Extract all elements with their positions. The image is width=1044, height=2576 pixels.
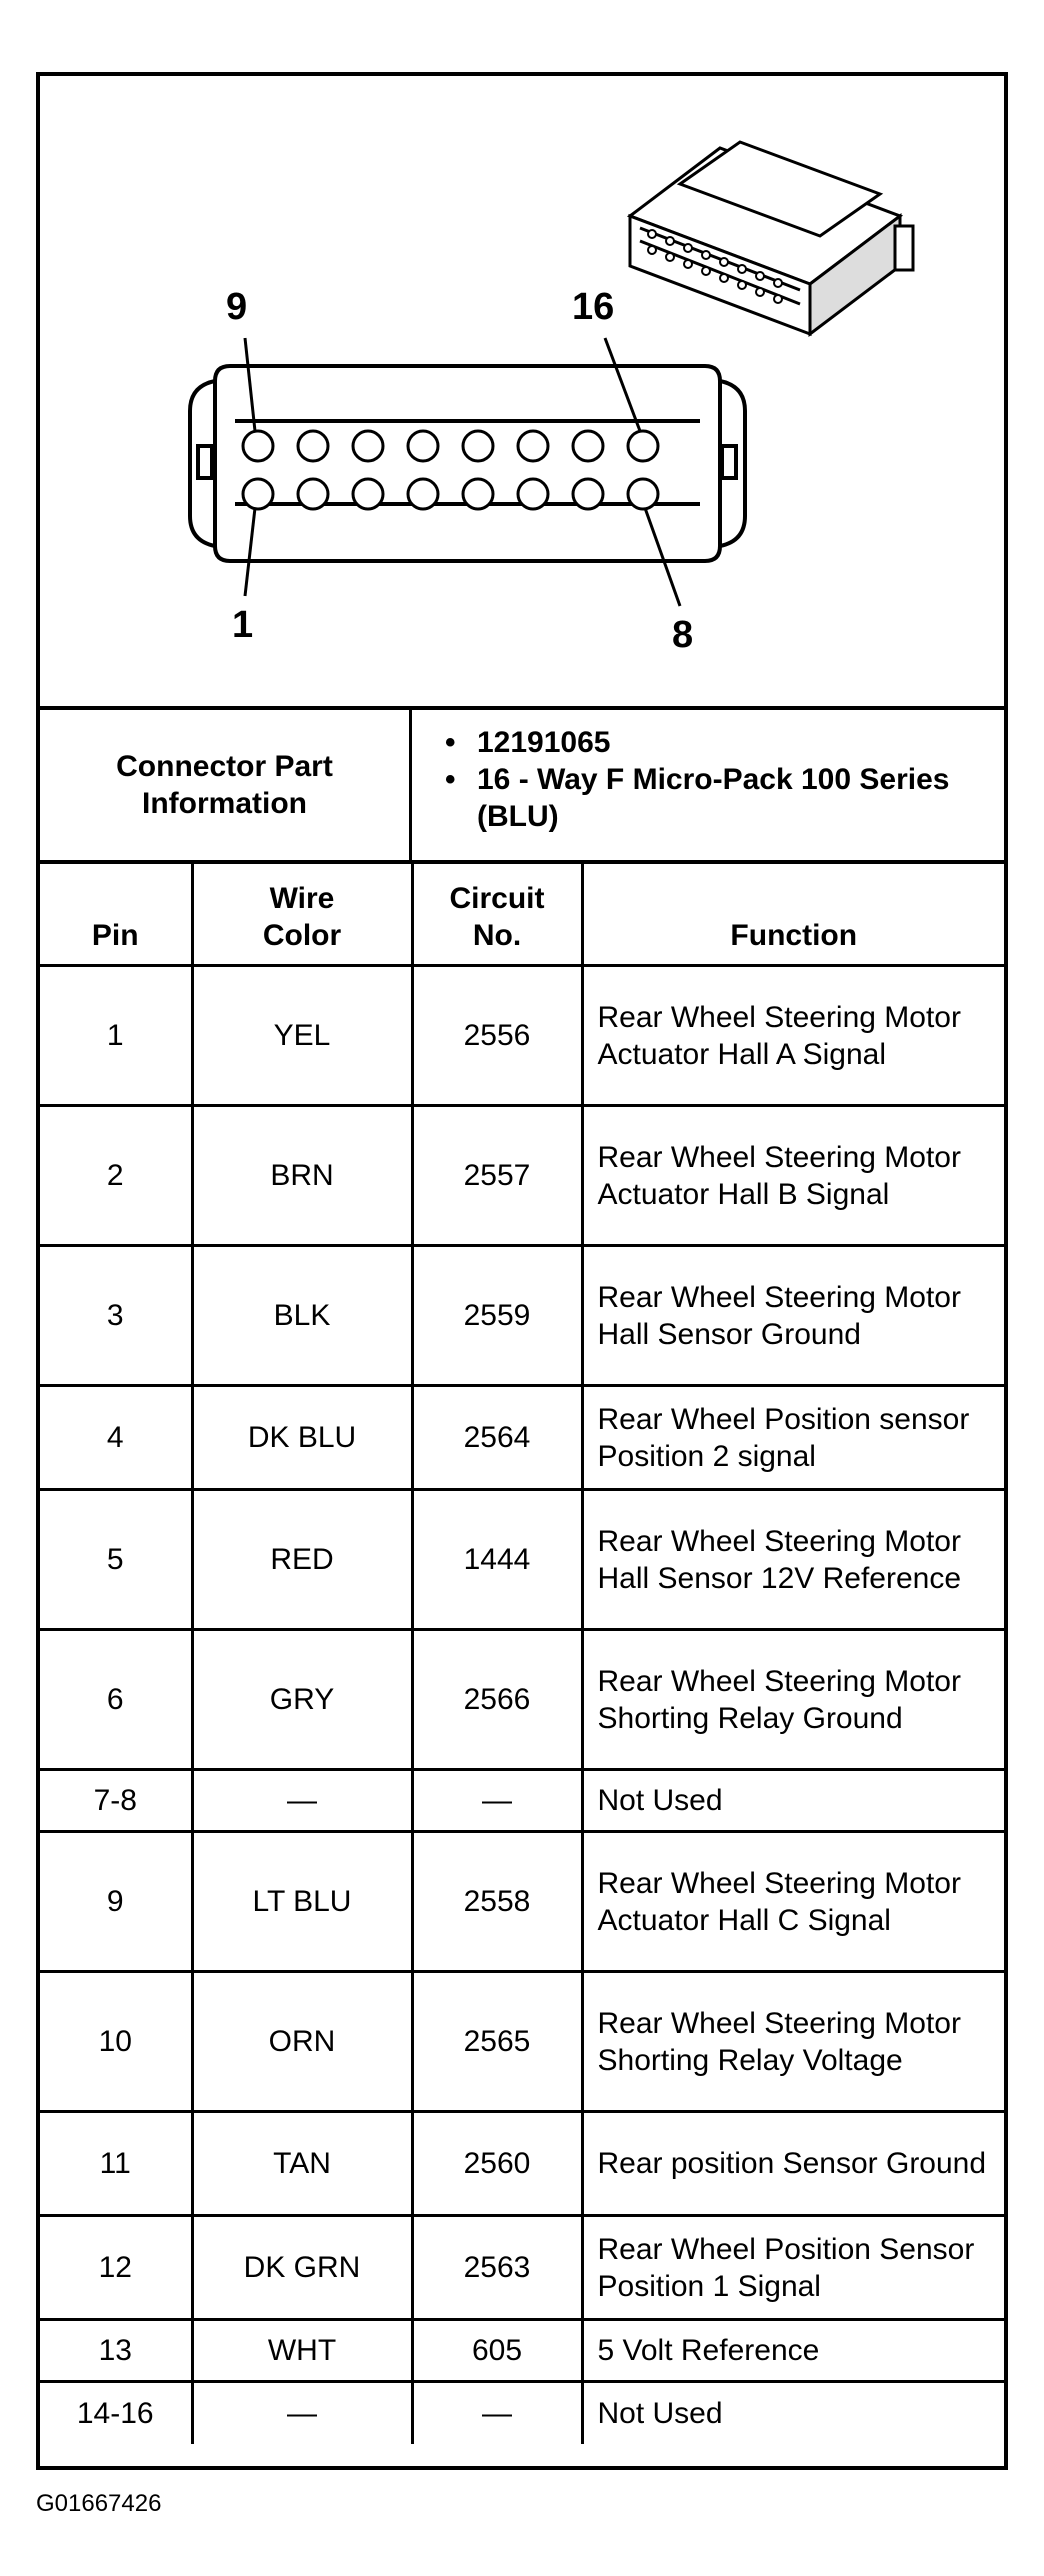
table-header-row: [40, 864, 1004, 966]
table-row: [40, 1246, 1004, 1386]
pin-label-9: 9: [226, 286, 248, 328]
cell-pin: 4: [40, 1386, 192, 1490]
cell-wire-color: LT BLU: [192, 1832, 412, 1972]
cell-circuit-no: 2556: [412, 966, 582, 1106]
pin-label-8: 8: [672, 614, 694, 656]
cell-function: Rear Wheel Steering Motor Actuator Hall A Signal: [582, 966, 1004, 1106]
leader-lines: [245, 338, 680, 606]
cell-wire-color: YEL: [192, 966, 412, 1106]
connector-3d-illustration: [630, 142, 913, 334]
table-row: [40, 966, 1004, 1106]
table-row: [40, 1770, 1004, 1832]
cell-circuit-no: 2563: [412, 2216, 582, 2320]
cell-function: Rear Wheel Steering Motor Shorting Relay Ground: [582, 1630, 1004, 1770]
cell-wire-color: BRN: [192, 1106, 412, 1246]
cell-wire-color: —: [192, 1770, 412, 1832]
connector-info-item: [445, 761, 1004, 835]
cell-function: Rear Wheel Steering Motor Hall Sensor Ground: [582, 1246, 1004, 1386]
pin-label-16: 16: [572, 286, 615, 328]
cell-circuit-no: 1444: [412, 1490, 582, 1630]
cell-function: 5 Volt Reference: [582, 2320, 1004, 2382]
bullet-icon: •: [445, 763, 456, 796]
cell-circuit-no: 2565: [412, 1972, 582, 2112]
pin-holes: [243, 431, 658, 509]
cell-wire-color: —: [192, 2382, 412, 2444]
cell-circuit-no: 2559: [412, 1246, 582, 1386]
pinout-table: [40, 864, 1004, 2444]
cell-circuit-no: 2557: [412, 1106, 582, 1246]
cell-function: Rear Wheel Position Sensor Position 1 Signal: [582, 2216, 1004, 2320]
table-row: [40, 1972, 1004, 2112]
cell-circuit-no: 2558: [412, 1832, 582, 1972]
cell-pin: 14-16: [40, 2382, 192, 2444]
cell-pin: 2: [40, 1106, 192, 1246]
figure-id: G01667426: [36, 2490, 162, 2517]
cell-pin: 1: [40, 966, 192, 1106]
connector-info-item: [445, 724, 1004, 761]
connector-info-section: [40, 710, 1004, 864]
cell-circuit-no: 2566: [412, 1630, 582, 1770]
cell-pin: 11: [40, 2112, 192, 2216]
table-row: [40, 1490, 1004, 1630]
table-row: [40, 1630, 1004, 1770]
table-row: [40, 2112, 1004, 2216]
cell-function: Not Used: [582, 1770, 1004, 1832]
connector-info-list: [415, 710, 1004, 860]
part-number: 12191065: [477, 726, 611, 759]
cell-circuit-no: 2564: [412, 1386, 582, 1490]
connector-face: [190, 366, 745, 561]
cell-function: Rear Wheel Steering Motor Shorting Relay Voltage: [582, 1972, 1004, 2112]
table-row: [40, 1106, 1004, 1246]
table-row: [40, 1386, 1004, 1490]
cell-wire-color: RED: [192, 1490, 412, 1630]
connector-document: [36, 72, 1008, 2470]
header-circuit-no: Circuit No.: [412, 864, 582, 966]
table-row: [40, 1832, 1004, 1972]
cell-wire-color: BLK: [192, 1246, 412, 1386]
table-row: [40, 2320, 1004, 2382]
connector-figure: [40, 76, 1004, 710]
cell-function: Rear Wheel Steering Motor Actuator Hall B Signal: [582, 1106, 1004, 1246]
pin-label-1: 1: [232, 604, 254, 646]
cell-wire-color: GRY: [192, 1630, 412, 1770]
bullet-icon: •: [445, 726, 456, 759]
cell-wire-color: DK BLU: [192, 1386, 412, 1490]
connector-info-label: Connector Part Information: [40, 710, 412, 860]
cell-pin: 12: [40, 2216, 192, 2320]
table-row: [40, 2216, 1004, 2320]
header-wire-color: Wire Color: [192, 864, 412, 966]
cell-wire-color: DK GRN: [192, 2216, 412, 2320]
header-function: Function: [582, 864, 1004, 966]
cell-circuit-no: —: [412, 2382, 582, 2444]
cell-function: Not Used: [582, 2382, 1004, 2444]
cell-circuit-no: 2560: [412, 2112, 582, 2216]
cell-wire-color: TAN: [192, 2112, 412, 2216]
cell-function: Rear Wheel Position sensor Position 2 signal: [582, 1386, 1004, 1490]
cell-pin: 9: [40, 1832, 192, 1972]
cell-pin: 3: [40, 1246, 192, 1386]
cell-circuit-no: 605: [412, 2320, 582, 2382]
cell-pin: 6: [40, 1630, 192, 1770]
cell-wire-color: WHT: [192, 2320, 412, 2382]
connector-face-drawing: [40, 76, 1004, 706]
cell-wire-color: ORN: [192, 1972, 412, 2112]
cell-circuit-no: —: [412, 1770, 582, 1832]
cell-function: Rear Wheel Steering Motor Actuator Hall C Signal: [582, 1832, 1004, 1972]
cell-pin: 13: [40, 2320, 192, 2382]
cell-function: Rear Wheel Steering Motor Hall Sensor 12V Reference: [582, 1490, 1004, 1630]
connector-description: 16 - Way F Micro-Pack 100 Series (BLU): [477, 763, 950, 833]
cell-pin: 7-8: [40, 1770, 192, 1832]
cell-function: Rear position Sensor Ground: [582, 2112, 1004, 2216]
header-pin: Pin: [40, 864, 192, 966]
cell-pin: 10: [40, 1972, 192, 2112]
table-row: [40, 2382, 1004, 2444]
cell-pin: 5: [40, 1490, 192, 1630]
